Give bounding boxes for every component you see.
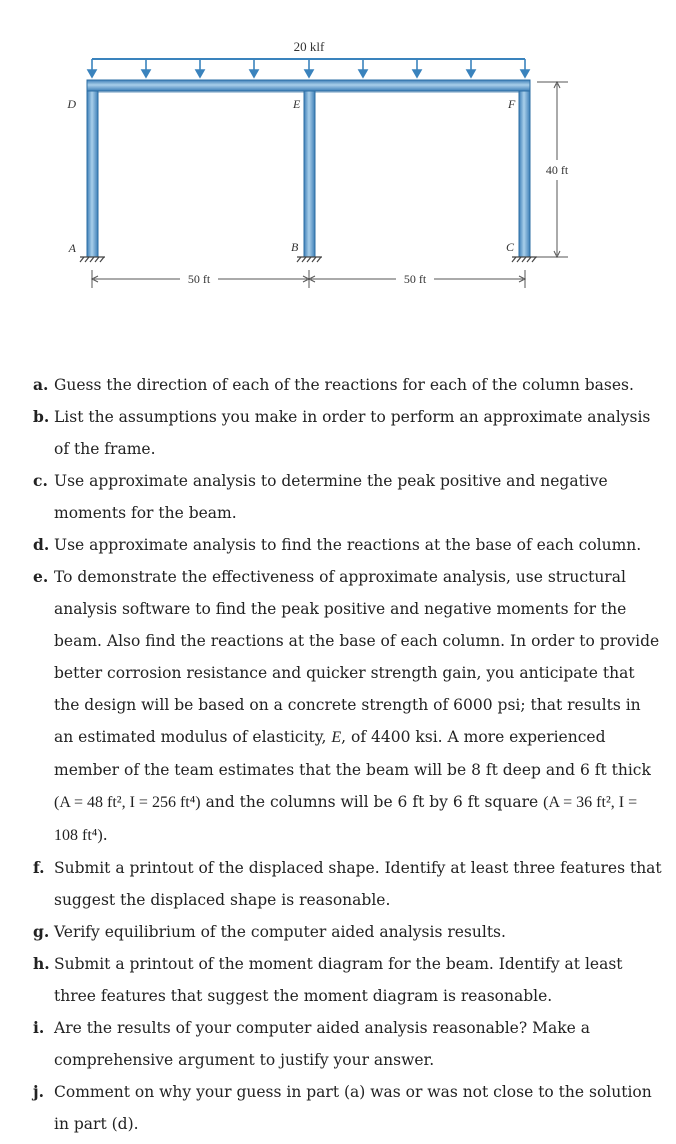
question-letter: h. [33,954,50,973]
question-text: Verify equilibrium of the computer aided analysis results. [54,923,506,941]
question-f [33,852,663,916]
question-letter: d. [33,535,50,554]
joint-A: A [68,241,76,255]
question-text: Submit a printout of the moment diagram for the beam. Identify at least three features that suggest the moment diagram is reasonable. [54,955,623,1005]
question-letter: f. [33,858,45,877]
joint-F: F [508,97,516,111]
question-text: Use approximate analysis to determine the peak positive and negative moments for the beam. [54,472,608,522]
joint-C: C [506,240,515,254]
fixed-supports [80,257,537,262]
question-text: Are the results of your computer aided analysis reasonable? Make a comprehensive argument to justify your answer. [54,1019,590,1069]
question-letter: j. [33,1082,45,1101]
question-c [33,465,663,529]
load-arrows [88,59,529,77]
question-letter: i. [33,1018,45,1037]
joint-B: B [291,240,299,254]
joint-labels [66,97,516,255]
question-text: Submit a printout of the displaced shape. Identify at least three features that suggest the displaced shape is reasonable. [54,859,662,909]
frame-figure [0,0,676,310]
question-h [33,948,663,1012]
beam [87,80,530,91]
support-A [80,257,105,262]
support-B [297,257,322,262]
question-text: Use approximate analysis to find the reactions at the base of each column. [54,536,642,554]
distributed-load [88,39,529,77]
question-e-text-1: To demonstrate the effectiveness of approximate analysis, use structural analysis software to find the peak positive and negative moments for the beam. Also find the reactions at the base of each column. In order to provide better corrosion resistance and quicker strength gain, you anticipate that the design will be based on a concrete strength of 6000 psi; that results in an estimated modulus of elasticity, [54,568,660,746]
height-label: 40 ft [545,163,569,177]
question-b [33,401,663,465]
beam-properties: (A = 48 ft², I = 256 ft⁴) [54,794,201,811]
column-right [519,80,530,257]
question-text [54,561,663,852]
question-text: List the assumptions you make in order to perform an approximate analysis of the frame. [54,408,651,458]
question-e [33,561,663,852]
question-text: Comment on why your guess in part (a) was or was not close to the solution in part (d). [54,1083,652,1133]
question-a [33,369,663,401]
question-text: Guess the direction of each of the reactions for each of the column bases. [54,376,634,394]
question-letter: e. [33,567,49,586]
question-e-text-2: , of 4400 ksi. A more experienced member of the team estimates that the beam will be 8 ft deep and 6 ft thick [54,728,651,779]
joint-D: D [67,97,76,111]
load-label: 20 klf [293,39,325,54]
question-e-text-3: and the columns will be 6 ft by 6 ft square [205,793,539,811]
column-left [87,80,98,257]
question-list [33,369,663,1140]
column-middle [304,80,315,257]
modulus-symbol: E [331,729,342,746]
span-right-label: 50 ft [403,272,427,286]
question-e-text-4: . [102,826,108,844]
question-i [33,1012,663,1076]
question-d [33,529,663,561]
column-properties: (A = 36 ft², I = 108 ft⁴) [54,794,638,844]
joint-E: E [293,97,301,111]
question-letter: g. [33,922,50,941]
frame [87,80,530,257]
question-letter: b. [33,407,50,426]
question-j [33,1076,663,1140]
span-dimension [92,270,525,288]
question-letter: c. [33,471,48,490]
question-g [33,916,663,948]
question-letter: a. [33,375,49,394]
span-left-label: 50 ft [187,272,211,286]
support-C [512,257,537,262]
